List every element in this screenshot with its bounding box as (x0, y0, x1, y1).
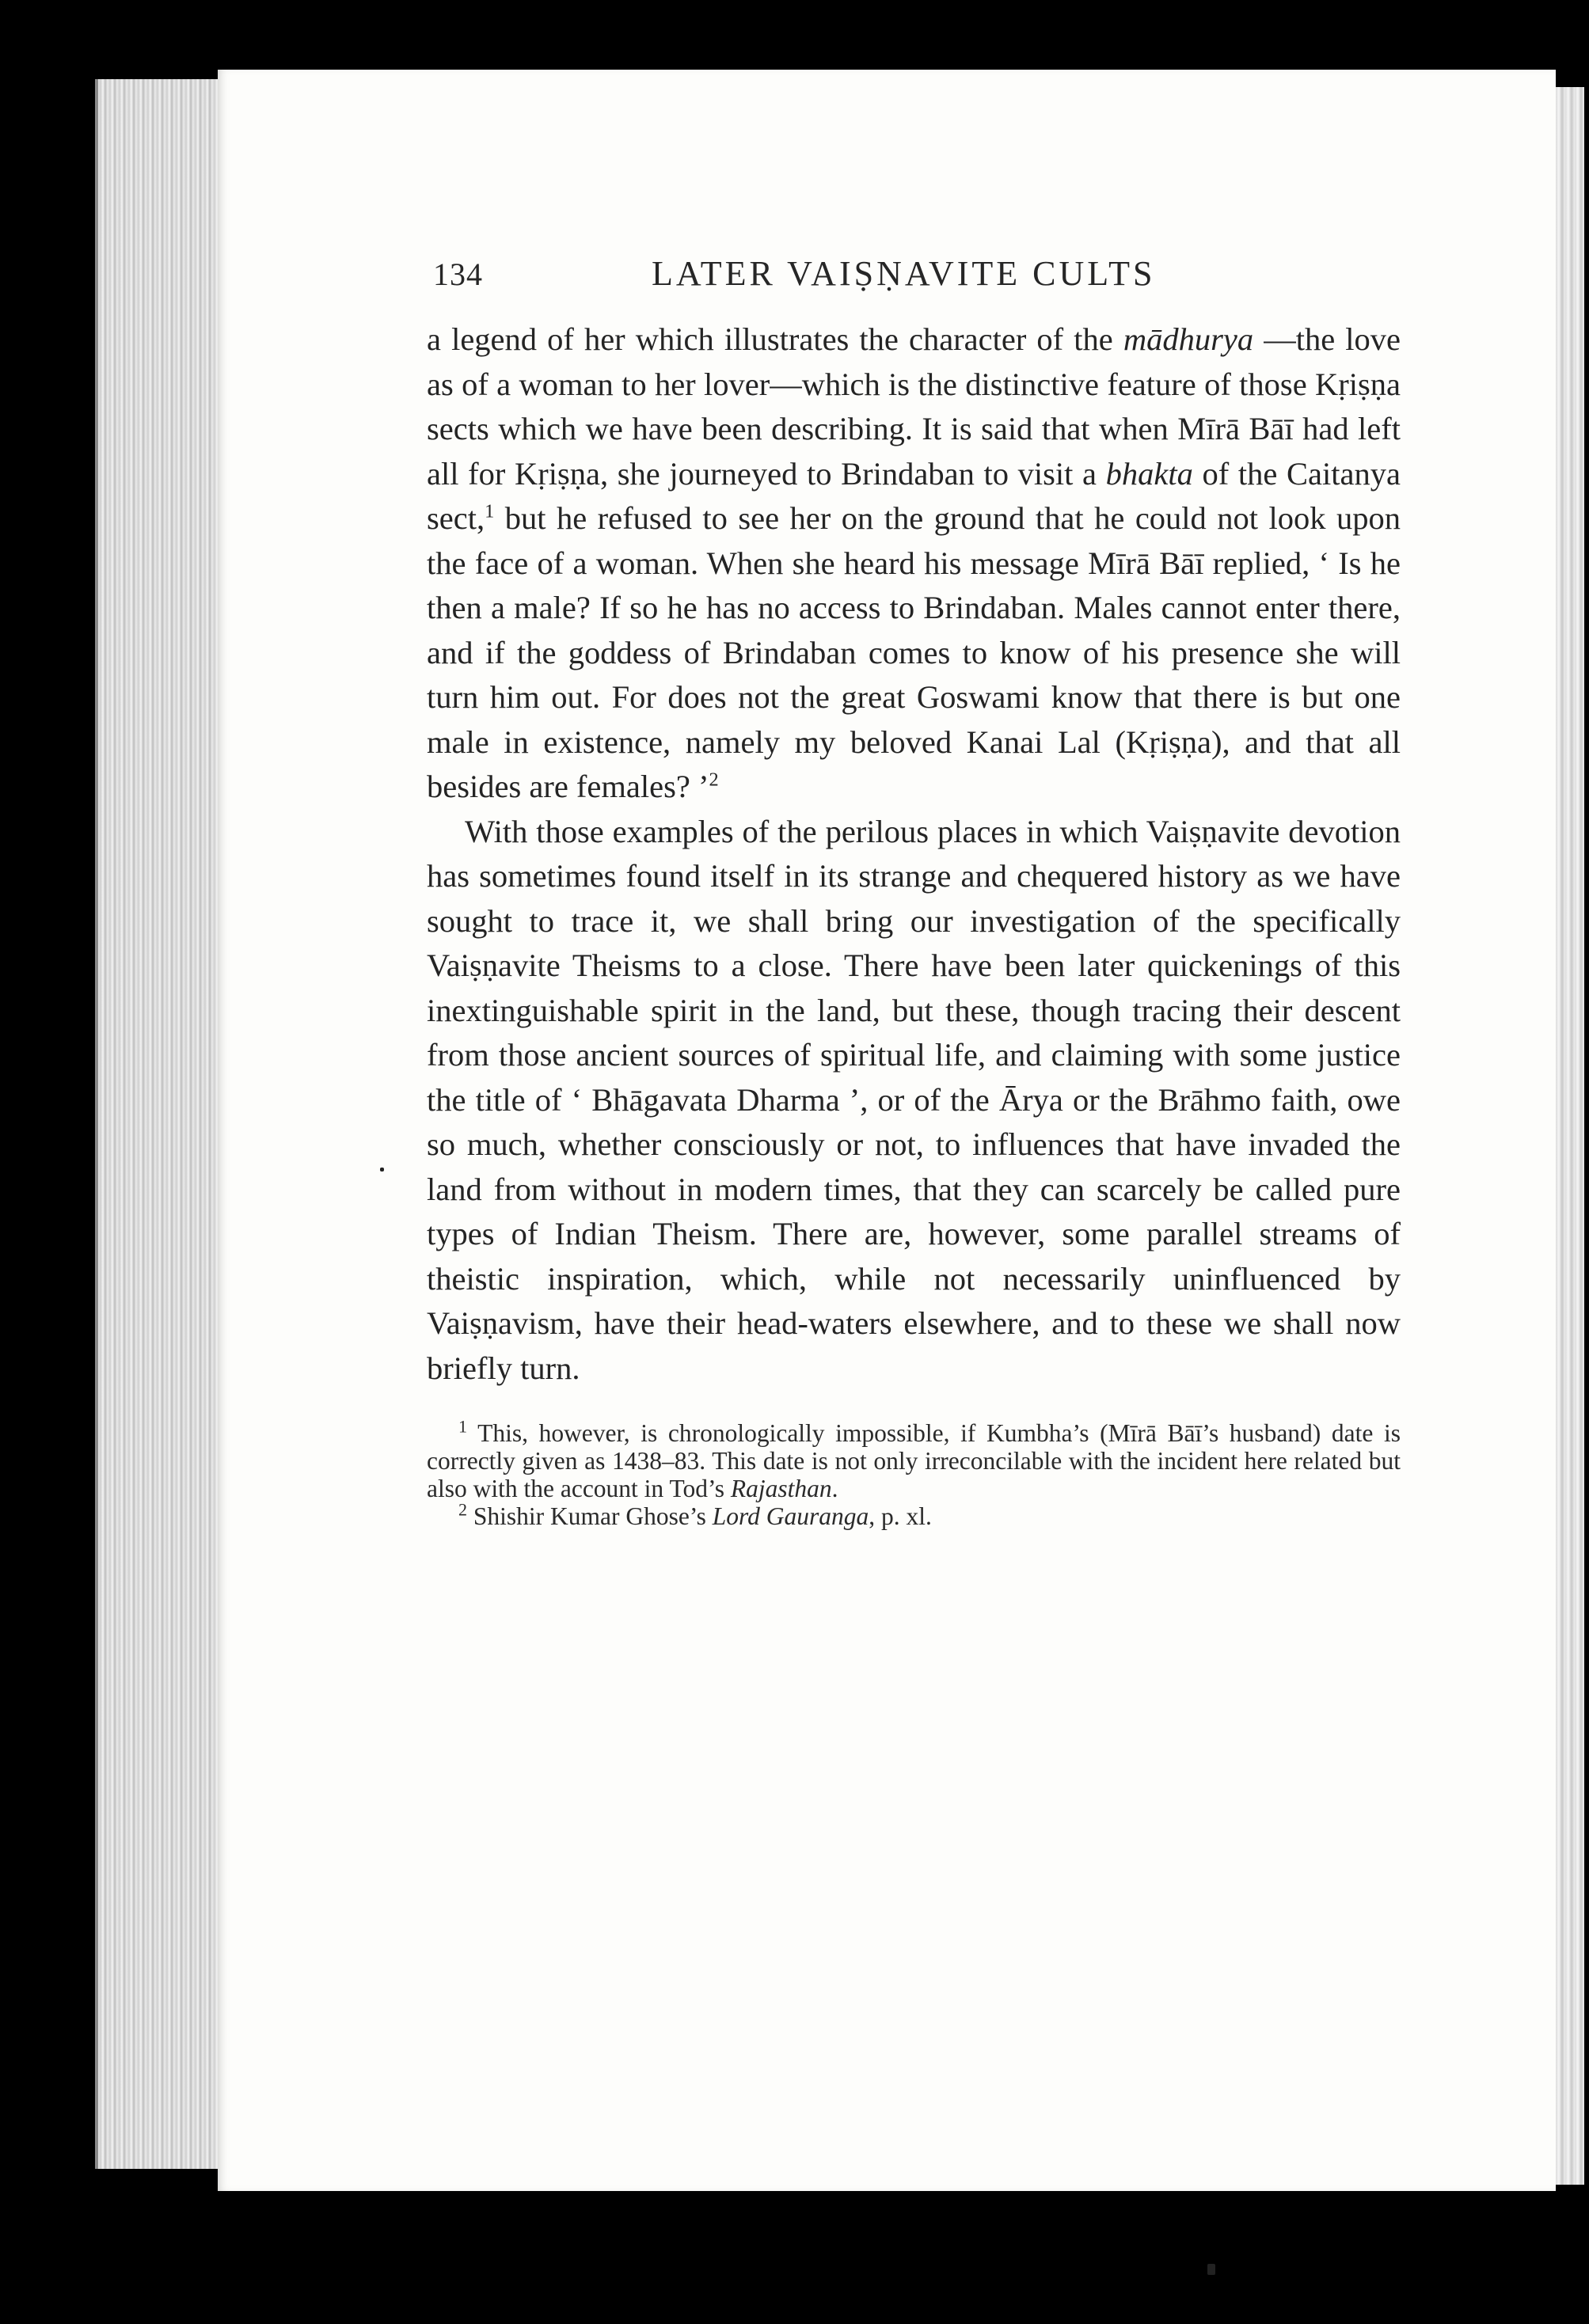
page-number: 134 (433, 256, 483, 292)
scan-speck (380, 1168, 384, 1171)
footnote-2-title-lord-gauranga: Lord Gauranga (712, 1502, 869, 1530)
page-content (427, 253, 1401, 1530)
footnote-1-end: . (831, 1475, 838, 1502)
footnotes (427, 1416, 1401, 1530)
footnote-2-text: Shishir Kumar Ghose’s (467, 1502, 713, 1530)
footnote-ref-1[interactable]: 1 (485, 500, 495, 522)
body-text (427, 317, 1401, 1391)
paragraph-1-text-e: of the Caitanya sect, (427, 455, 1401, 536)
footnote-2 (427, 1499, 1401, 1530)
footnote-1-title-rajasthan: Rajasthan (730, 1475, 832, 1502)
footnote-1-text: This, however, is chronologically impossible, if Kumbha’s (Mīrā Bāī’s husband) date is correctly given as 1438–83. This date is not only irreconcilable with the incident here related but also with the account in Tod’s (427, 1419, 1401, 1502)
book-page-edges (95, 79, 229, 2169)
paragraph-1-text-g: but he refused to see her on the ground that he could not look upon the face of a woman. When she heard his message Mīrā Bāī replied, ‘ Is he then a male? If so he has no access to Brindaban. Males cannot enter there, and if the goddess of Brindaban comes to know of his presence she will turn him out. For does not the great Goswami know that there is but one male in existence, namely my beloved Kanai Lal (Kṛiṣṇa), and that all besides are females? ’ (427, 500, 1401, 804)
term-bhakta: bhakta (1105, 455, 1193, 492)
paragraph-1-text-c: —the love as of a woman to her lover—which is the distinctive feature of those Kṛiṣṇa sects which we have been describing. It is said that when Mīrā Bāī had left all for Kṛiṣṇa, she journeyed to Brindaban to visit a (427, 321, 1401, 492)
book-page-edge-right (1556, 87, 1584, 2185)
book-page (218, 70, 1556, 2191)
paragraph-1-text-a: a legend of her which illustrates the character of the (427, 321, 1123, 357)
footnote-1 (427, 1416, 1401, 1502)
footnote-1-marker: 1 (458, 1416, 468, 1437)
footnote-2-marker: 2 (458, 1499, 468, 1520)
running-title: LATER VAIṢṆAVITE CULTS (652, 254, 1156, 293)
term-madhurya: mādhurya (1123, 321, 1254, 357)
running-header (433, 253, 1401, 294)
paragraph-1 (427, 317, 1401, 810)
scan-speck (1207, 2264, 1215, 2275)
footnote-2-end: , p. xl. (869, 1502, 932, 1530)
footnote-ref-2[interactable]: 2 (709, 769, 719, 791)
paragraph-2: With those examples of the perilous places in which Vaiṣṇavite devotion has sometimes found itself in its strange and chequered history as we have sought to trace it, we shall bring our investigation of the specifically Vaiṣṇavite Theisms to a close. There have been later quickenings of this inextinguishable spirit in the land, but these, though tracing their descent from those ancient sources of spiritual life, and claiming with some justice the title of ‘ Bhāgavata Dharma ’, or of the Ārya or the Brāhmo faith, owe so much, whether consciously or not, to influences that have invaded the land from without in modern times, that they can scarcely be called pure types of Indian Theism. There are, however, some parallel streams of theistic inspiration, which, while not necessarily uninfluenced by Vaiṣṇavism, have their head-waters elsewhere, and to these we shall now briefly turn. (427, 813, 1401, 1386)
